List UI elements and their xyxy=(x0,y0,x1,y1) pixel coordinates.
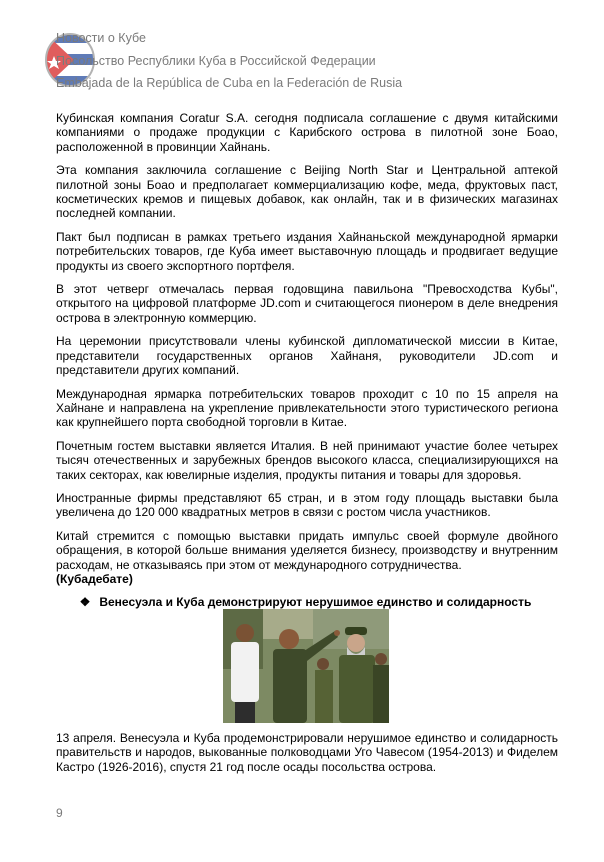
header-embassy-ru: Посольство Республики Куба в Российской Федерации xyxy=(56,54,376,68)
article-body xyxy=(56,111,558,616)
header-title: Новости о Кубе xyxy=(56,31,146,45)
bullet-diamond-icon: ❖ xyxy=(79,595,91,610)
paragraph: В этот четверг отмечалась первая годовщина павильона "Превосходства Кубы", открытого на цифровой платформе JD.com и считающегося пионером в деле внедрения острова в электронную коммерцию. xyxy=(56,282,558,325)
paragraph: Китай стремится с помощью выставки придать импульс своей формуле двойного обращения, в которой больше внимания уделяется бизнесу, производству и внутренним расходам, не отказываясь при этом от международного сотрудничества. xyxy=(56,528,558,572)
paragraph: Международная ярмарка потребительских товаров проходит с 10 по 15 апреля на Хайнане и направлена на укрепление привлекательности этого туристического региона как крупнейшего порта свободной торговли в Китае. xyxy=(56,386,558,430)
closing-section xyxy=(56,731,558,783)
news-photo xyxy=(223,609,389,723)
news-photo-image xyxy=(223,609,389,723)
paragraph: На церемонии присутствовали члены кубинской дипломатической миссии в Китае, представители государственных органов Хайнаня, руководители JD.com и представители других компаний. xyxy=(56,334,558,378)
paragraph: Кубинская компания Coratur S.A. сегодня подписала соглашение с двумя китайскими компаниями о продаже продукции с Карибского острова в пилотной зоне Боао, расположенной в провинции Хайнань. xyxy=(56,111,558,154)
source-tag: (Кубадебате) xyxy=(56,571,133,586)
paragraph: Почетным гостем выставки является Италия. В ней принимают участие более четырех тысяч отечественных и зарубежных брендов высокого класса, специализирующихся на таких секторах, как ювелирные изделия, продукты питания и товары для здоровья. xyxy=(56,438,558,482)
section-title: Венесуэла и Куба демонстрируют нерушимое единство и солидарность xyxy=(99,595,532,610)
page-header xyxy=(56,30,576,100)
header-embassy-es: Embajada de la República de Cuba en la Federación de Rusia xyxy=(56,76,403,90)
paragraph: Эта компания заключила соглашение с Beijing North Star и Центральной аптекой пилотной зоны Боао и предполагает коммерциализацию кофе, меда, фруктовых паст, косметических кремов и пищевых добавок, как онлайн, так и в физических магазинах последней компании. xyxy=(56,163,558,221)
paragraph: Пакт был подписан в рамках третьего издания Хайнаньской международной ярмарки потребительских товаров, где Куба имеет выставочную площадь и продвигает ведущие продукты из своего экспортного портфеля. xyxy=(56,229,558,273)
paragraph: 13 апреля. Венесуэла и Куба продемонстрировали нерушимое единство и солидарность правительств и народов, выкованные полководцами Уго Чавесом (1954-2013) и Фиделем Кастро (1926-2016), спустя 21 год после осады посольства острова. xyxy=(56,731,558,774)
paragraph: Иностранные фирмы представляют 65 стран, и в этом году площадь выставки была увеличена до 120 000 квадратных метров в связи с ростом числа участников. xyxy=(56,490,558,520)
page-number: 9 xyxy=(56,806,63,820)
